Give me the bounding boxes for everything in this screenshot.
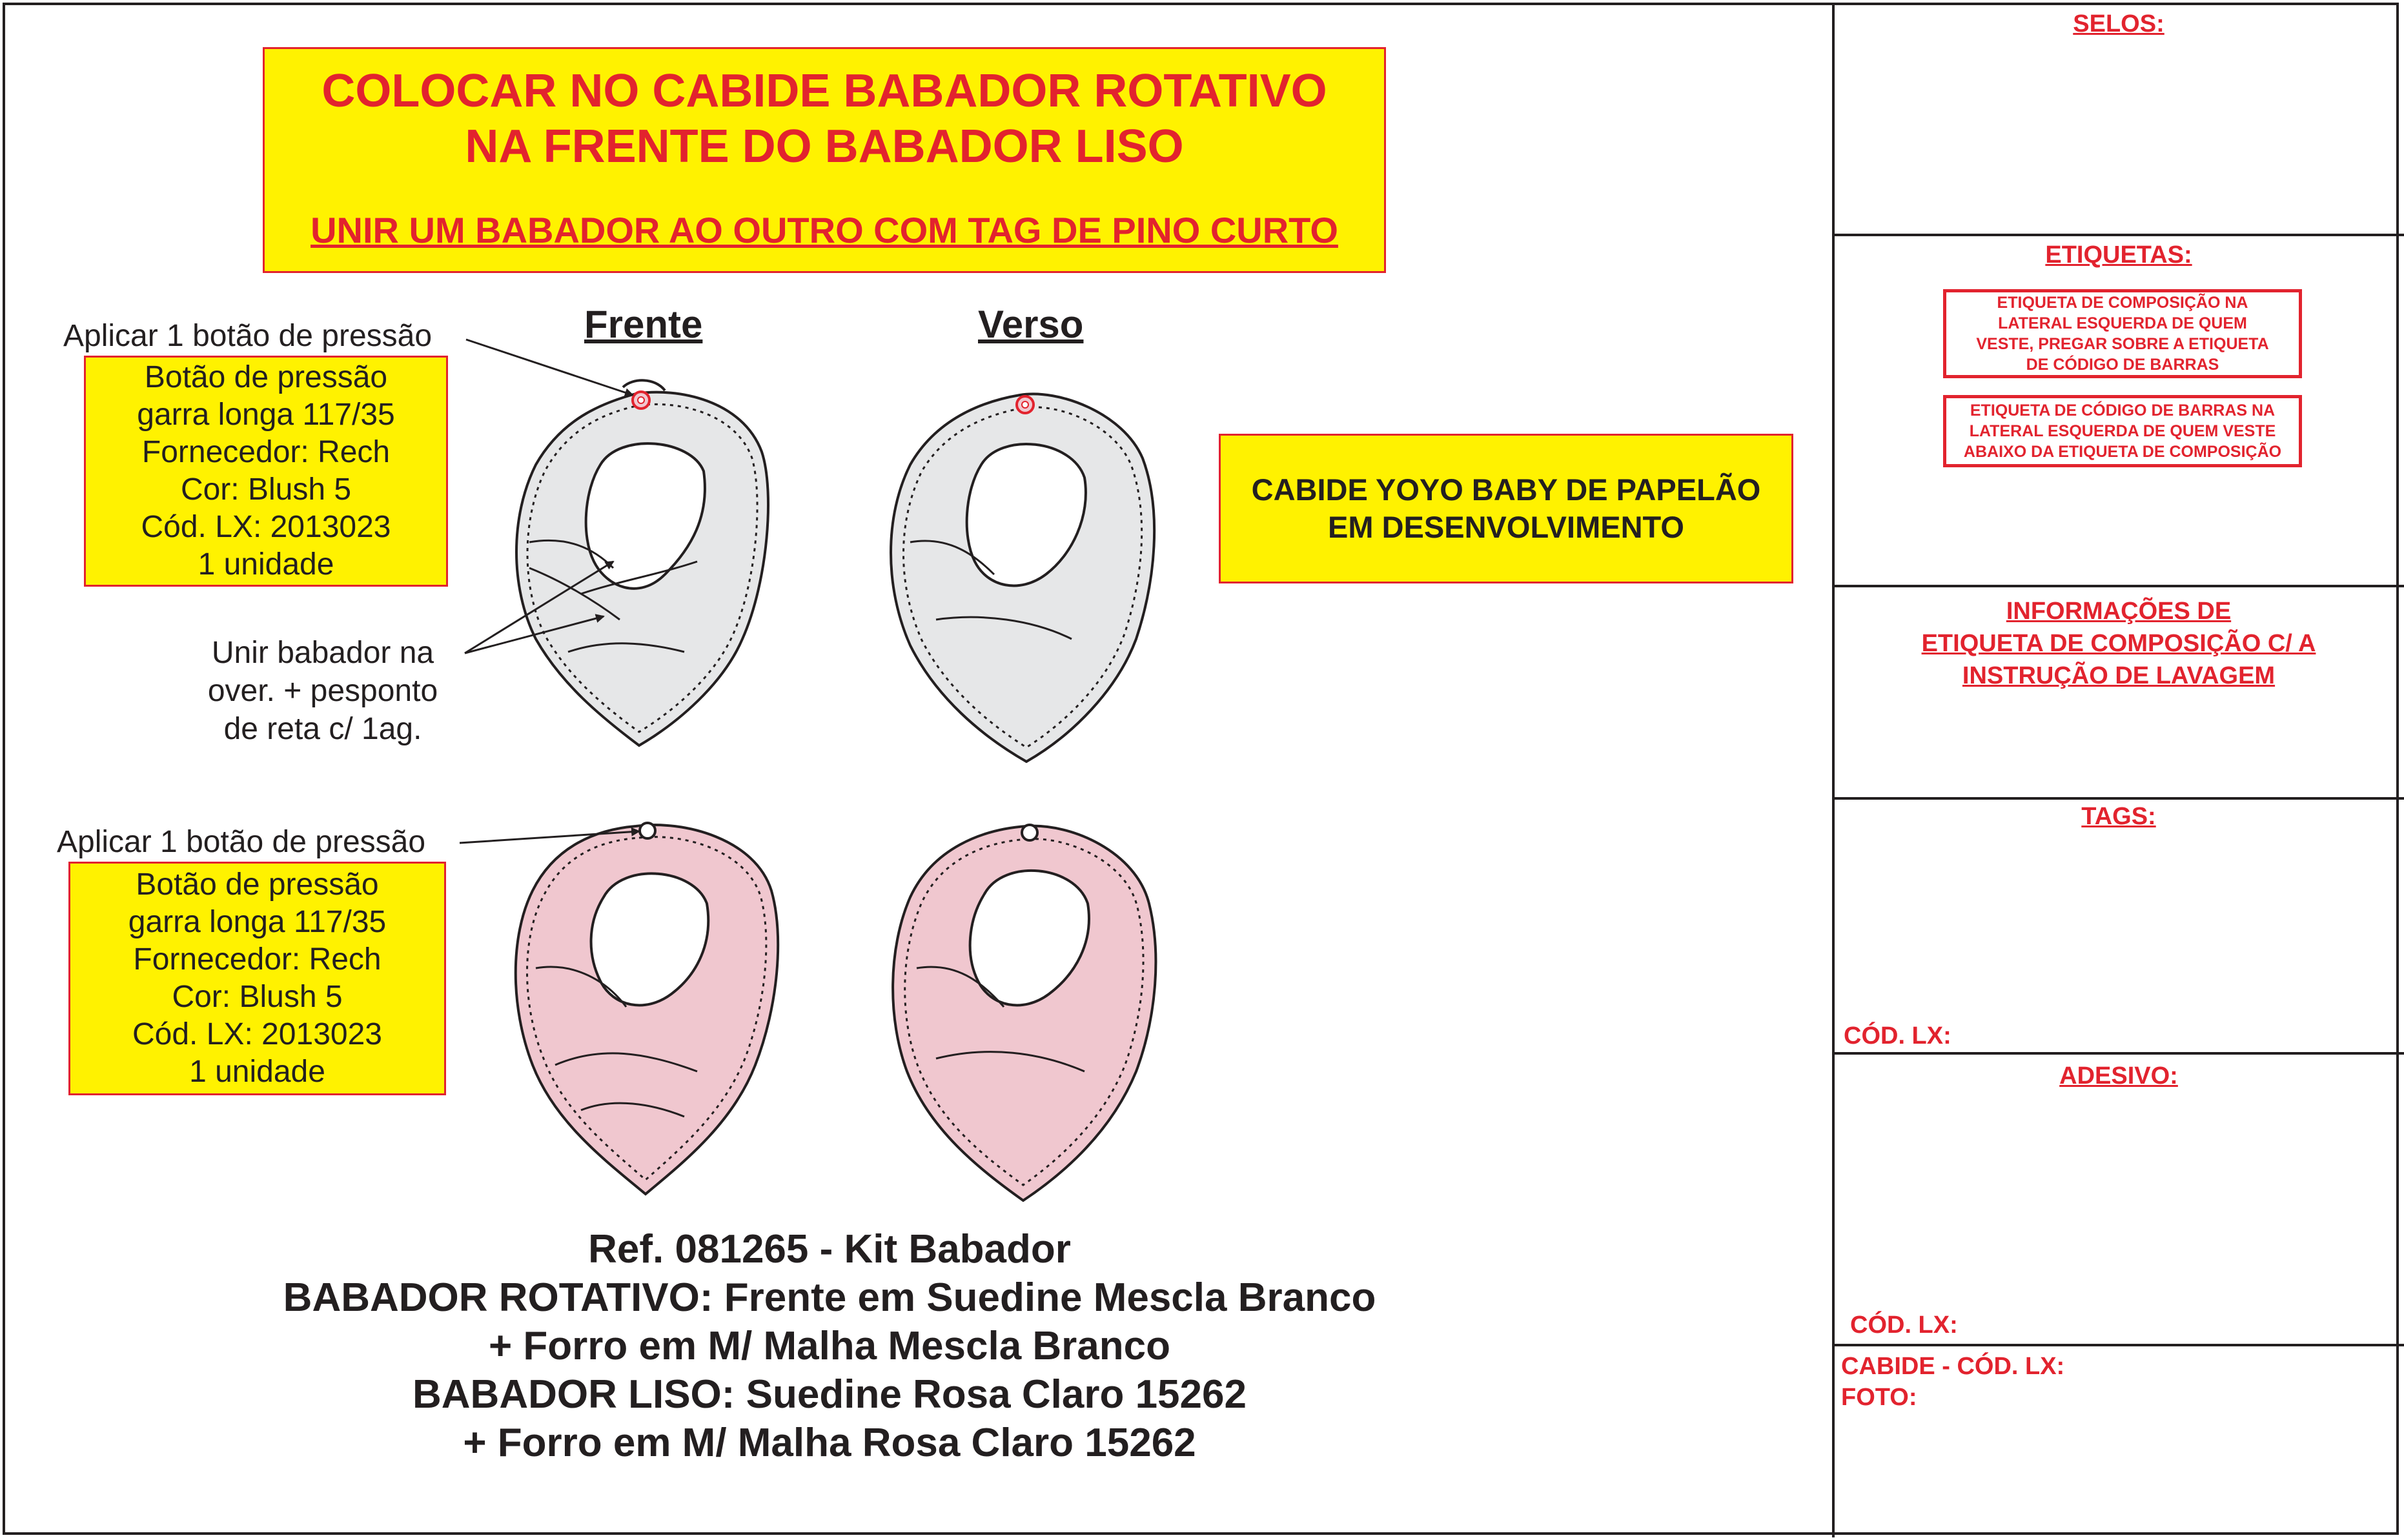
bib-bottom-front	[516, 823, 778, 1194]
top-spec-line: Cor: Blush 5	[180, 472, 352, 507]
info-title	[1835, 595, 2403, 692]
label-composition-line: ETIQUETA DE COMPOSIÇÃO NA	[1997, 294, 2248, 312]
bottom-spec-line: garra longa 117/35	[128, 905, 387, 939]
bottom-spec-line: 1 unidade	[189, 1055, 325, 1089]
spec-ref: Ref. 081265 - Kit Babador	[588, 1227, 1071, 1272]
join-note-line: de reta c/ 1ag.	[223, 712, 422, 746]
join-note-line: over. + pesponto	[207, 674, 438, 708]
top-spec-line: Fornecedor: Rech	[141, 435, 391, 469]
adesivo-title: ADESIVO:	[2059, 1062, 2178, 1089]
bottom-spec-line: Cód. LX: 2013023	[132, 1017, 382, 1051]
bottom-spec-line: Cor: Blush 5	[172, 980, 343, 1014]
info-title-line: INFORMAÇÕES DE	[2006, 598, 2232, 625]
banner-line-2: NA FRENTE DO BABADOR LISO	[465, 121, 1184, 172]
label-barcode-box	[1943, 395, 2302, 467]
hanger-line-2: EM DESENVOLVIMENTO	[1328, 510, 1684, 544]
top-apply-button-label: Aplicar 1 botão de pressão	[63, 319, 433, 353]
info-title-line: ETIQUETA DE COMPOSIÇÃO C/ A	[1921, 630, 2316, 657]
bib-bottom-back	[893, 825, 1156, 1201]
arrow-top-button	[466, 339, 633, 395]
bottom-apply-button-label: Aplicar 1 botão de pressão	[57, 825, 426, 859]
banner-line-3: UNIR UM BABADOR AO OUTRO COM TAG DE PINO CURTO	[311, 210, 1338, 250]
bib-top-front	[516, 380, 768, 745]
label-barcode-line: ABAIXO DA ETIQUETA DE COMPOSIÇÃO	[1963, 443, 2282, 461]
hanger-code-label: CABIDE - CÓD. LX:	[1841, 1353, 2065, 1380]
photo-label: FOTO:	[1841, 1384, 1917, 1411]
view-title-front: Frente	[584, 303, 703, 346]
info-title-line: INSTRUÇÃO DE LAVAGEM	[1962, 662, 2276, 689]
bib-top-back	[891, 394, 1154, 762]
tags-title: TAGS:	[2081, 803, 2156, 830]
label-barcode-line: LATERAL ESQUERDA DE QUEM VESTE	[1969, 422, 2276, 440]
label-barcode-line: ETIQUETA DE CÓDIGO DE BARRAS NA	[1970, 401, 2276, 420]
label-composition-box	[1943, 289, 2302, 378]
tags-code-label: CÓD. LX:	[1844, 1022, 1951, 1049]
top-spec-line: Cód. LX: 2013023	[141, 510, 391, 544]
spec-line: + Forro em M/ Malha Rosa Claro 15262	[463, 1421, 1196, 1465]
join-note-line: Unir babador na	[211, 636, 434, 670]
top-spec-line: 1 unidade	[198, 547, 334, 582]
label-composition-line: DE CÓDIGO DE BARRAS	[2026, 356, 2219, 374]
selos-title: SELOS:	[2073, 10, 2165, 37]
spec-line: BABADOR ROTATIVO: Frente em Suedine Mescla Branco	[283, 1275, 1376, 1320]
spec-line: + Forro em M/ Malha Mescla Branco	[488, 1324, 1171, 1368]
hanger-line-1: CABIDE YOYO BABY DE PAPELÃO	[1251, 472, 1761, 507]
top-spec-line: Botão de pressão	[144, 360, 388, 394]
view-title-back: Verso	[978, 303, 1084, 346]
top-spec-line: garra longa 117/35	[137, 398, 395, 432]
bottom-spec-line: Fornecedor: Rech	[133, 942, 382, 977]
label-composition-line: LATERAL ESQUERDA DE QUEM	[1998, 314, 2247, 332]
bottom-spec-line: Botão de pressão	[136, 867, 379, 902]
etiquetas-title: ETIQUETAS:	[2045, 241, 2192, 268]
label-composition-line: VESTE, PREGAR SOBRE A ETIQUETA	[1976, 335, 2269, 353]
adesivo-code-label: CÓD. LX:	[1850, 1312, 1958, 1339]
banner-line-1: COLOCAR NO CABIDE BABADOR ROTATIVO	[321, 65, 1327, 117]
spec-line: BABADOR LISO: Suedine Rosa Claro 15262	[413, 1372, 1247, 1417]
